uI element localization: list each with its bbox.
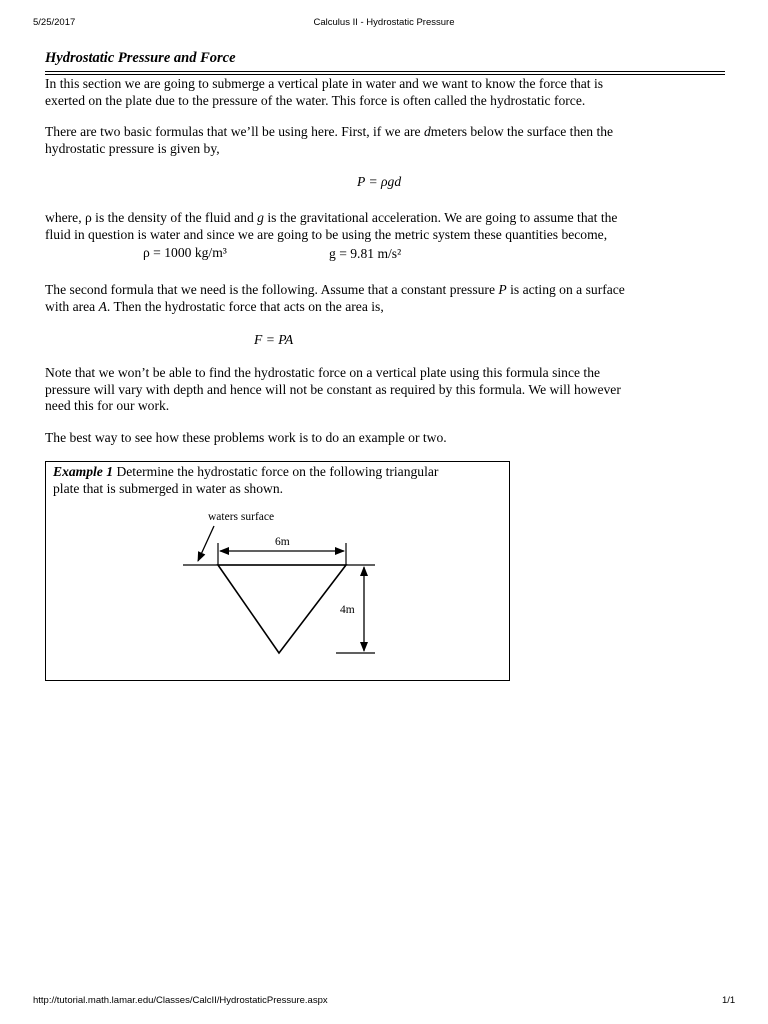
variable-a: A [98,298,107,314]
page-url: http://tutorial.math.lamar.edu/Classes/CalcII/HydrostaticPressure.aspx [33,995,328,1006]
text-span: . Then the hydrostatic force that acts on the area is, [106,298,384,314]
text-line: hydrostatic pressure is given by, [45,140,220,156]
text-line: fluid in question is water and since we are going to be using the metric system these quantities become, [45,226,608,242]
text-span: where, ρ is the density of the fluid and [45,210,258,225]
text-line: Note that we won’t be able to find the hydrostatic force on a vertical plate using this formula since the [45,365,601,380]
paragraph-transition: The best way to see how these problems work is to do an example or two. [45,430,447,445]
text-span: is the gravitational acceleration. We are going to assume that the [263,210,618,225]
formula-force: F = PA [254,332,294,347]
section-title: Hydrostatic Pressure and Force [45,50,236,66]
variable-p: P [498,282,507,297]
formula-g: g = 9.81 m/s² [329,246,402,261]
text-line: pressure will vary with depth and hence will not be constant as required by this formula. We will however [45,381,621,397]
variable-d: d [423,124,431,139]
text-line: plate that is submerged in water as shown. [53,480,284,496]
formula-rho: ρ = 1000 kg/m³ [143,245,227,260]
example-label: Example 1 [53,464,114,479]
text-span: There are two basic formulas that we’ll be using here. First, if we are [45,124,424,139]
text-span: The second formula that we need is the following. Assume that a constant pressure [45,282,499,297]
text-span: is acting on a surface [506,282,625,297]
text-line: exerted on the plate due to the pressure of the water. This force is often called the hydrostatic force. [45,92,586,108]
page-number: 1/1 [722,995,736,1006]
width-label: 6m [275,536,290,548]
water-surface-label: waters surface [208,511,275,523]
height-label: 4m [340,604,355,616]
text-line: need this for our work. [45,398,170,413]
print-title: Calculus II - Hydrostatic Pressure [313,17,455,28]
formula-pressure: P = ρgd [357,174,402,189]
text-span: meters below the surface then the [430,124,614,139]
text-span: Determine the hydrostatic force on the following triangular [113,464,439,479]
triangle-plate [218,565,346,653]
water-surface-pointer [198,526,214,561]
text-line: In this section we are going to submerge a vertical plate in water and we want to know the force that is [45,76,604,91]
variable-g: g [257,210,264,225]
print-date: 5/25/2017 [33,17,76,28]
text-span: with area [45,298,99,314]
